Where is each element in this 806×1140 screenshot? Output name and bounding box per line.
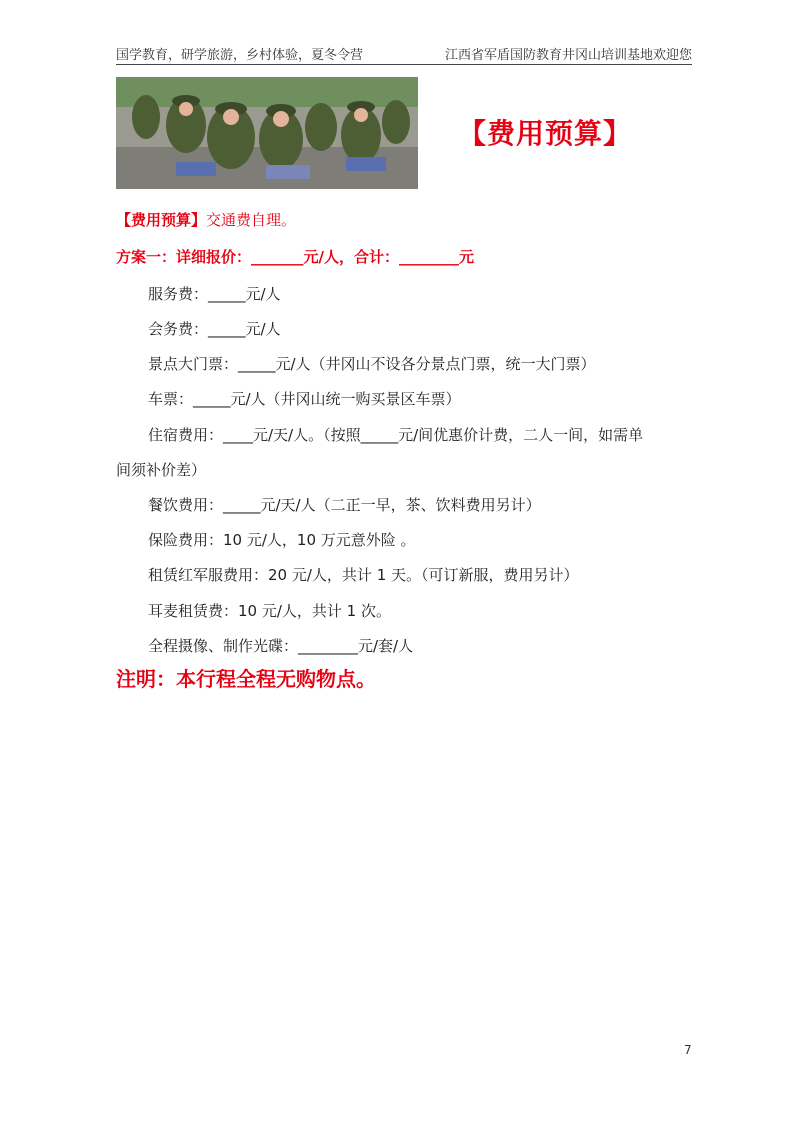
video-fee-line: 全程摄像、制作光碟：________元/套/人 [148, 637, 414, 655]
rental-main: 红军服费用：20 元/人，共计 1 天。 [178, 566, 422, 584]
rental-fee-line [148, 564, 579, 585]
intro-label: 【费用预算】 [116, 211, 207, 229]
header-left-text: 国学教育，研学旅游，乡村体验，夏冬令营 [116, 48, 364, 63]
header-right-text: 江西省军盾国防教育井冈山培训基地欢迎您 [444, 48, 692, 63]
intro-line [116, 209, 296, 230]
bus-fee-line: 车票：_____元/人（井冈山统一购买景区车票） [148, 390, 461, 408]
headset-fee-line: 耳麦租赁费：10 元/人，共计 1 次。 [148, 602, 391, 620]
intro-text: 交通费自理。 [206, 211, 297, 229]
page-header [116, 40, 692, 65]
page-number: 7 [684, 1043, 692, 1057]
meal-fee-line: 餐饮费用：_____元/天/人（二正一早，茶、饮料费用另计） [148, 496, 541, 514]
accommodation-fee-line: 住宿费用：____元/天/人。（按照_____元/间优惠价计费，二人一间，如需单 [148, 426, 644, 444]
accommodation-fee-line-cont: 间须补价差） [116, 461, 207, 479]
meeting-fee-line: 会务费：_____元/人 [148, 320, 281, 338]
activity-photo [116, 77, 418, 189]
insurance-fee-line: 保险费用：10 元/人，10 万元意外险 。 [148, 531, 416, 549]
rental-prefix: 租赁 [148, 566, 179, 584]
shopping-note: 注明：本行程全程无购物点。 [116, 667, 376, 691]
service-fee-line: 服务费：_____元/人 [148, 285, 281, 303]
section-title: 【费用预算】 [458, 117, 633, 150]
ticket-fee-line: 景点大门票：_____元/人（井冈山不设各分景点门票，统一大门票） [148, 355, 596, 373]
plan-line: 方案一：详细报价：_______元/人，合计：________元 [116, 248, 474, 266]
rental-tail: （可订新服，费用另计） [421, 566, 579, 584]
activity-photo-illustration [116, 77, 418, 189]
